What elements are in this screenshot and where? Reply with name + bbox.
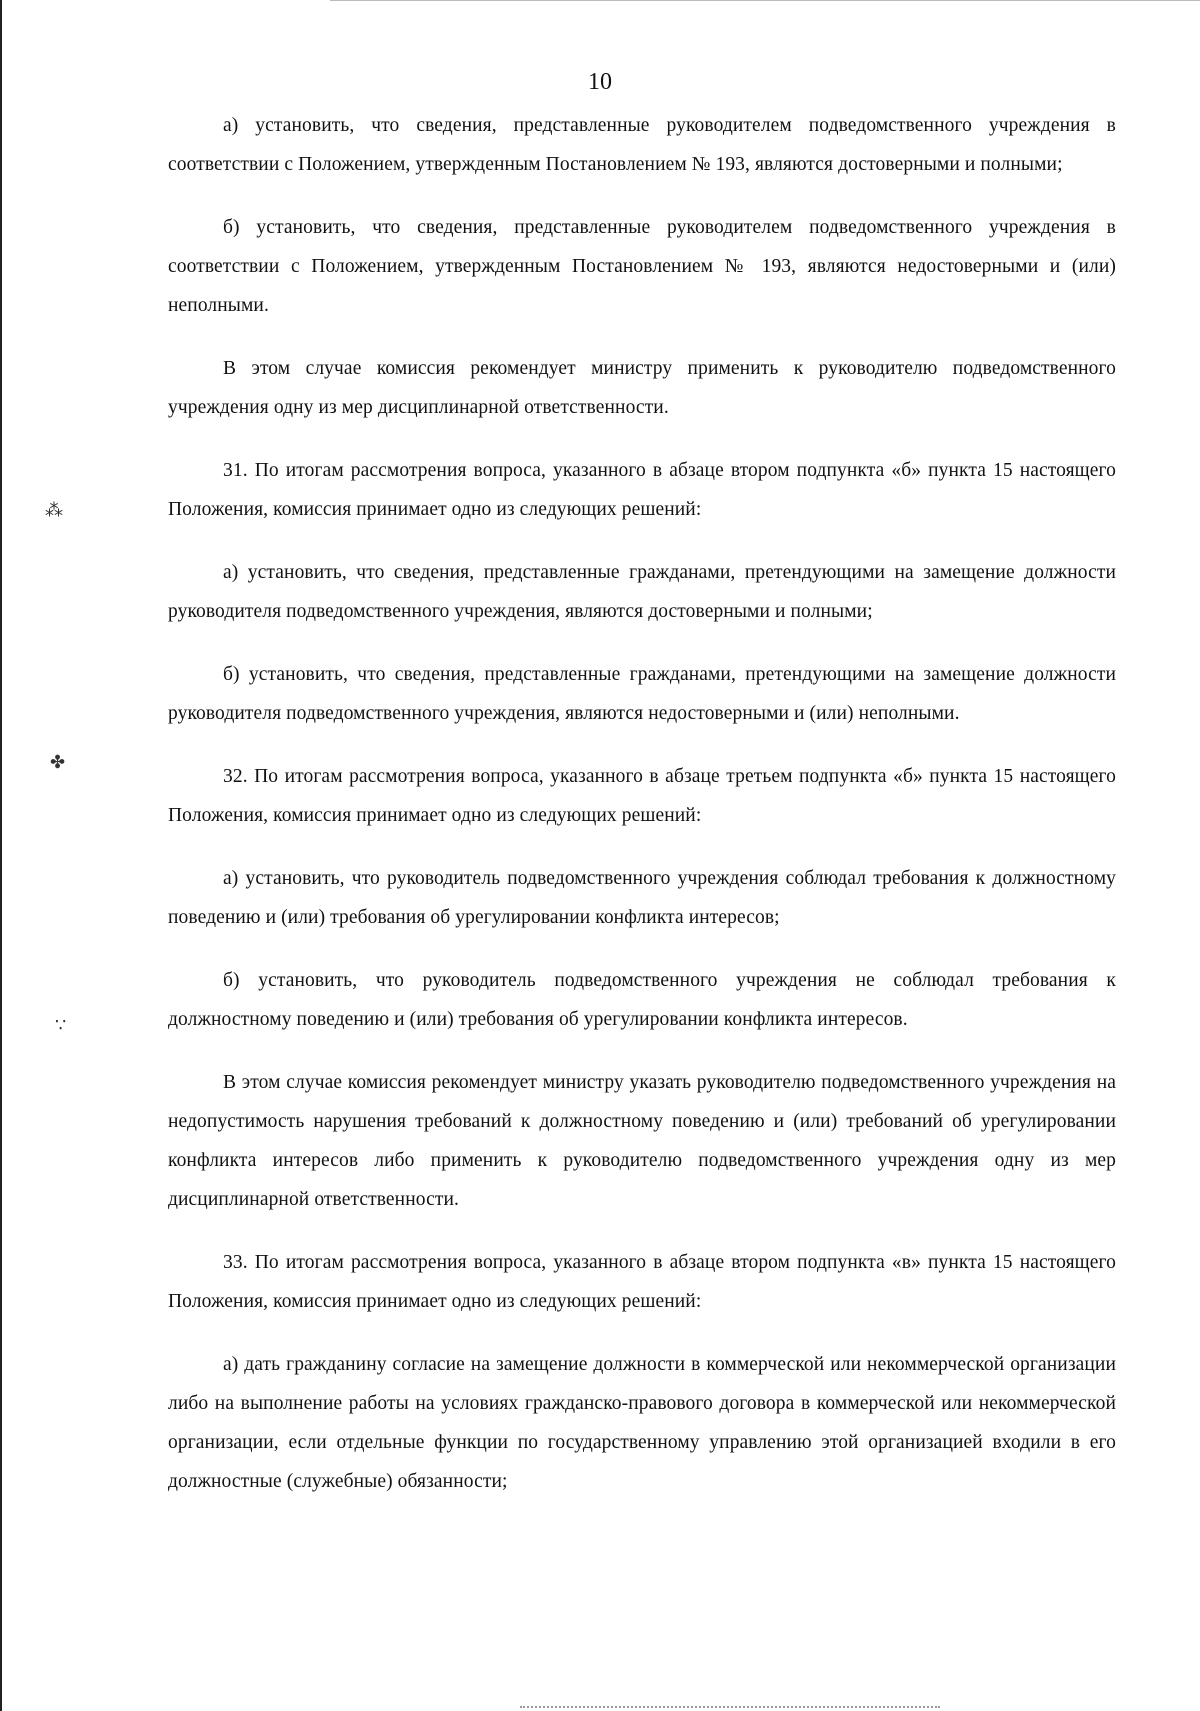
paragraph: а) установить, что сведения, представленные руководителем подведомственного учреждения в соответствии с Положением, утвержденным Постановлением № 193, являются достоверными и полными; — [168, 115, 1116, 175]
scan-artifact: ∵ — [55, 1015, 67, 1036]
paragraph: б) установить, что руководитель подведомственного учреждения не соблюдал требования к должностному поведению и (или) требования об урегулировании конфликта интересов. — [168, 970, 1116, 1030]
paragraph: б) установить, что сведения, представленные гражданами, претендующими на замещение должности руководителя подведомственного учреждения, являются недостоверными и (или) неполными. — [168, 664, 1116, 724]
scan-bottom-rule — [520, 1706, 940, 1710]
paragraph: 33. По итогам рассмотрения вопроса, указанного в абзаце втором подпункта «в» пункта 15 настоящего Положения, комиссия принимает одно из следующих решений: — [168, 1252, 1116, 1312]
document-body — [168, 106, 1116, 1525]
scan-left-edge — [0, 0, 2, 1711]
page-number: 10 — [588, 69, 612, 95]
paragraph: 32. По итогам рассмотрения вопроса, указанного в абзаце третьем подпункта «б» пункта 15 настоящего Положения, комиссия принимает одно из следующих решений: — [168, 766, 1116, 826]
scan-top-rule — [330, 0, 1200, 1]
paragraph: б) установить, что сведения, представленные руководителем подведомственного учреждения в соответствии с Положением, утвержденным Постановлением № 193, являются недостоверными и (или) неполными. — [168, 217, 1116, 316]
paragraph: В этом случае комиссия рекомендует министру указать руководителю подведомственного учреждения на недопустимость нарушения требований к должностному поведению и (или) требований об урегулировании конфликта интересов либо применить к руководителю подведомственного учреждения одну из мер дисциплинарной ответственности. — [168, 1072, 1116, 1210]
paragraph: а) установить, что руководитель подведомственного учреждения соблюдал требования к должностному поведению и (или) требования об урегулировании конфликта интересов; — [168, 868, 1116, 928]
scan-artifact: ⁂ — [45, 500, 63, 521]
paragraph: а) дать гражданину согласие на замещение должности в коммерческой или некоммерческой организации либо на выполнение работы на условиях гражданско-правового договора в коммерческой или некоммерческой организации, если отдельные функции по государственному управлению этой организацией входили в его должностные (служебные) обязанности; — [168, 1354, 1116, 1492]
paragraph: а) установить, что сведения, представленные гражданами, претендующими на замещение должности руководителя подведомственного учреждения, являются достоверными и полными; — [168, 562, 1116, 622]
scan-artifact: ✤ — [50, 752, 66, 773]
paragraph: В этом случае комиссия рекомендует министру применить к руководителю подведомственного учреждения одну из мер дисциплинарной ответственности. — [168, 358, 1116, 418]
paragraph: 31. По итогам рассмотрения вопроса, указанного в абзаце втором подпункта «б» пункта 15 настоящего Положения, комиссия принимает одно из следующих решений: — [168, 460, 1116, 520]
